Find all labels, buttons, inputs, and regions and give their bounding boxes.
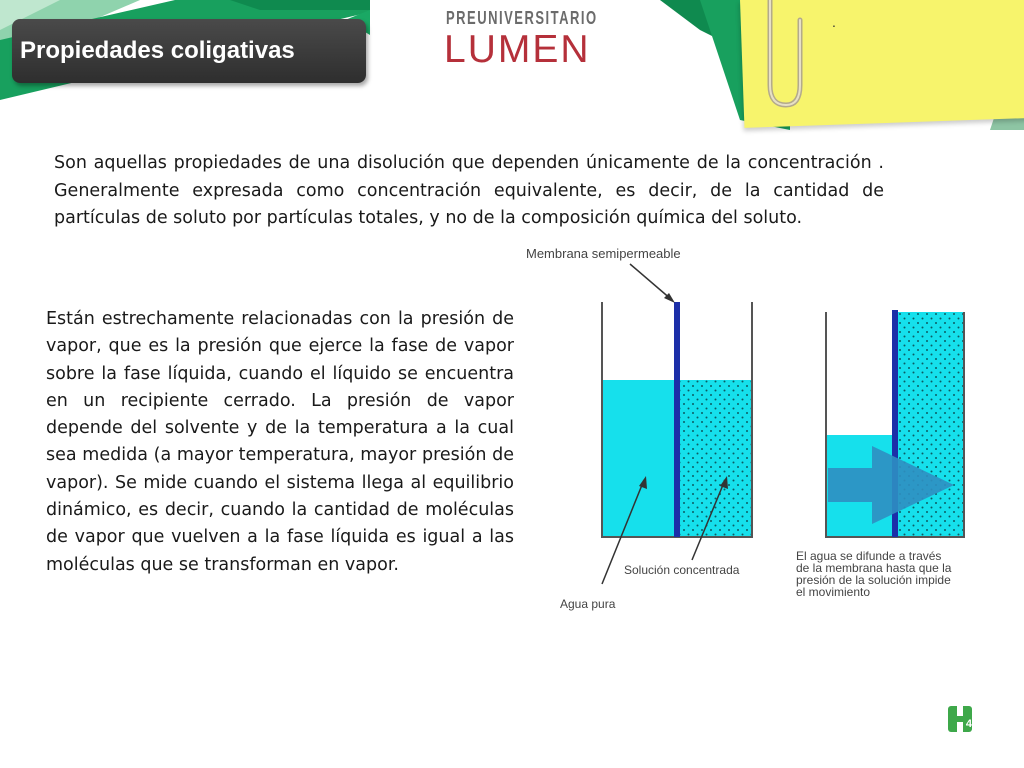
vapor-pressure-paragraph: Están estrechamente relacionadas con la presión de vapor, que es la presión que ejerce la fase de vapor sobre la fase líquida, cuando el líquido se encuentra en un recipiente cerrado. La presión de vapor depende del solvente y de la temperatura a la cual sea medida (a mayor temperatura, mayor presión de vapor). Se mide cuando el sistema llega al equilibrio dinámico, es decir, cuando la cantidad de moléculas de vapor que vuelven a la fase líquida es igual a las moléculas que se transforman en vapor. <box>46 309 514 575</box>
logo-subtitle: PREUNIVERSITARIO <box>446 7 598 28</box>
left-membrane <box>674 302 680 537</box>
paperclip-icon <box>750 0 810 120</box>
left-water <box>602 380 676 536</box>
logo-title: LUMEN <box>444 28 591 71</box>
definition-paragraph: Son aquellas propiedades de una disolución que dependen únicamente de la concentración . Generalmente expresada como concentración equivalente, es decir, de la cantidad de partículas de soluto por partículas totales, y no de la composición química del soluto. <box>54 153 884 228</box>
membrane-label: Membrana semipermeable <box>526 246 681 261</box>
page-number: 4 <box>965 718 972 730</box>
note-mark: . <box>832 14 836 30</box>
caption-line-3: presión de la solución impide <box>796 573 951 587</box>
caption-line-1: El agua se difunde a través <box>796 549 942 563</box>
osmosis-diagram <box>520 240 1000 620</box>
slide-title: Propiedades coligativas <box>20 37 295 64</box>
caption-line-4: el movimiento <box>796 585 871 599</box>
water-label: Agua pura <box>560 597 616 611</box>
caption-line-2: de la membrana hasta que la <box>796 561 952 575</box>
solution-label: Solución concentrada <box>624 563 740 577</box>
